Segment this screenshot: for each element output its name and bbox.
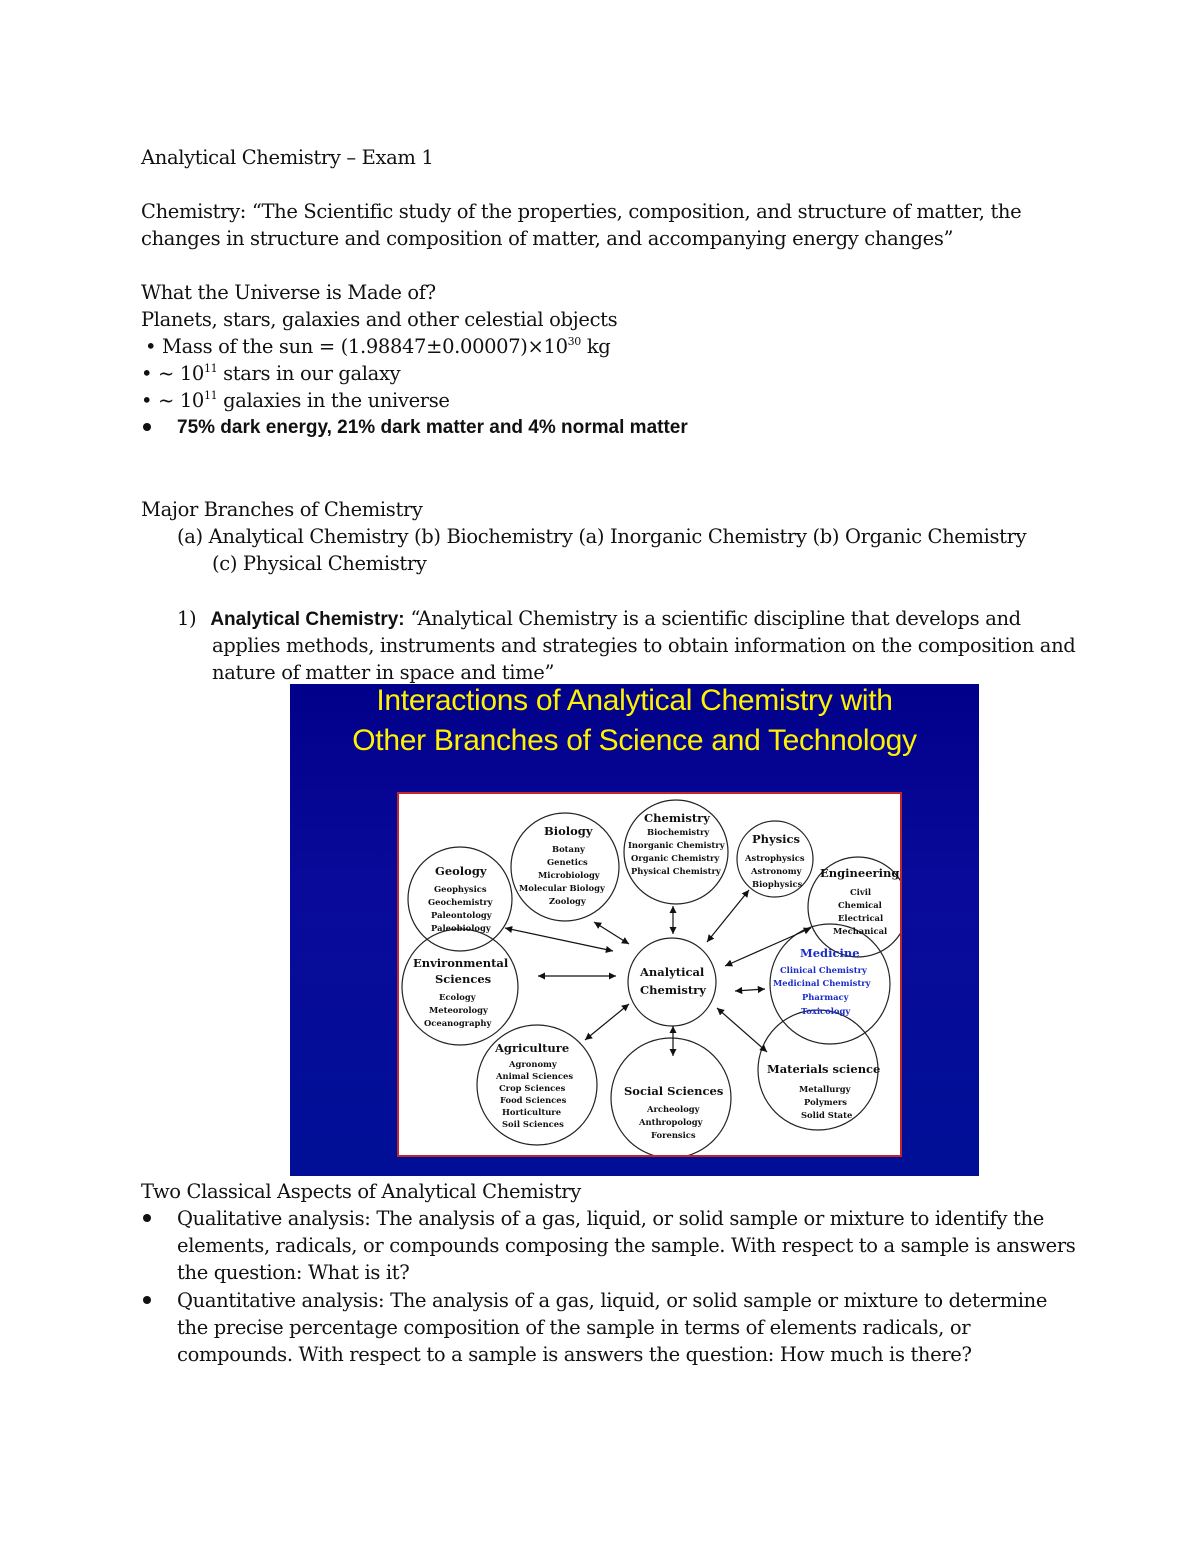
biology-item: Botany [552, 844, 585, 854]
environmental-item: Oceanography [424, 1018, 492, 1028]
agriculture-title: Agriculture [495, 1041, 570, 1055]
biology-item: Genetics [547, 857, 588, 867]
biology-item: Microbiology [538, 870, 600, 880]
biology-title: Biology [544, 824, 593, 838]
medicine-item: Toxicology [801, 1006, 851, 1016]
chemistry-definition-line-2: changes in structure and composition of matter, and accompanying energy changes” [141, 227, 954, 250]
materials-title: Materials science [767, 1062, 881, 1076]
quantitative-line-3: compounds. With respect to a sample is answers the question: How much is there? [177, 1343, 972, 1366]
physics-item: Astrophysics [745, 853, 805, 863]
qualitative-line-1: Qualitative analysis: The analysis of a gas, liquid, or solid sample or mixture to identify the [177, 1207, 1044, 1230]
geology-item: Geochemistry [428, 897, 493, 907]
bullet-glyph: • [141, 389, 153, 412]
quantitative-line-2: the precise percentage composition of the sample in terms of elements radicals, or [177, 1316, 971, 1339]
branches-line-2: (c) Physical Chemistry [212, 552, 427, 575]
branches-line-1: (a) Analytical Chemistry (b) Biochemistry (a) Inorganic Chemistry (b) Organic Chemistry [177, 525, 1027, 548]
geology-item: Paleobiology [431, 923, 491, 933]
social-item: Forensics [651, 1130, 696, 1140]
branches-heading: Major Branches of Chemistry [141, 498, 423, 521]
environmental-item: Meteorology [429, 1005, 488, 1015]
document-title: Analytical Chemistry – Exam 1 [141, 146, 434, 169]
aspects-heading: Two Classical Aspects of Analytical Chemistry [141, 1180, 581, 1203]
materials-item: Solid State [801, 1110, 853, 1120]
chemistry-item: Biochemistry [647, 827, 710, 837]
chemistry-item: Inorganic Chemistry [628, 840, 725, 850]
social-title: Social Sciences [624, 1084, 724, 1098]
medicine-item: Medicinal Chemistry [773, 978, 871, 988]
bullet-dot [143, 423, 151, 431]
engineering-item: Chemical [838, 900, 882, 910]
agriculture-item: Soil Sciences [502, 1119, 564, 1129]
bullet-glyph: • [145, 335, 157, 358]
geology-title: Geology [435, 864, 487, 878]
figure-title-line-2: Other Branches of Science and Technology [352, 724, 917, 757]
engineering-item: Electrical [838, 913, 884, 923]
engineering-title: Engineering [820, 866, 900, 880]
social-item: Anthropology [639, 1117, 703, 1127]
qualitative-line-2: elements, radicals, or compounds composing the sample. With respect to a sample is answers [177, 1234, 1076, 1257]
physics-item: Biophysics [752, 879, 803, 889]
environmental-title-1: Environmental [413, 956, 509, 970]
medicine-item: Pharmacy [802, 992, 849, 1002]
physics-item: Astronomy [751, 866, 802, 876]
engineering-item: Mechanical [833, 926, 888, 936]
analytical-definition-line-1: 1) Analytical Chemistry: “Analytical Chemistry is a scientific discipline that develops and [177, 607, 1021, 630]
figure-title-line-1: Interactions of Analytical Chemistry with [376, 684, 893, 717]
agriculture-item: Food Sciences [500, 1095, 567, 1105]
social-item: Archeology [647, 1104, 700, 1114]
biology-item: Molecular Biology [519, 883, 605, 893]
geology-item: Geophysics [434, 884, 487, 894]
agriculture-item: Agronomy [509, 1059, 557, 1069]
mass-of-sun-item: • Mass of the sun = $(1.98847\pm 0.00007)\times 10^{30}$ kg [145, 335, 611, 358]
agriculture-item: Crop Sciences [499, 1083, 566, 1093]
environmental-title-2: Sciences [435, 972, 492, 986]
biology-item: Zoology [549, 896, 586, 906]
bullet-dot [143, 1214, 151, 1222]
geology-item: Paleontology [431, 910, 492, 920]
chemistry-definition-line-1: Chemistry: “The Scientific study of the properties, composition, and structure of matter, the [141, 200, 1022, 223]
bullet-dot [143, 1296, 151, 1304]
list-number: 1) [177, 607, 197, 630]
chemistry-item: Organic Chemistry [631, 853, 720, 863]
agriculture-item: Horticulture [502, 1107, 562, 1117]
dark-energy-item: 75% dark energy, 21% dark matter and 4% normal matter [177, 417, 688, 438]
medicine-title: Medicine [800, 946, 860, 960]
engineering-item: Civil [850, 887, 872, 897]
environmental-item: Ecology [439, 992, 476, 1002]
medicine-item: Clinical Chemistry [780, 965, 867, 975]
center-circle [628, 938, 716, 1026]
interaction-diagram [397, 792, 902, 1157]
analytical-definition-line-2: applies methods, instruments and strategies to obtain information on the composition and [212, 634, 1076, 657]
agriculture-item: Animal Sciences [496, 1071, 574, 1081]
galaxies-item: • ~ $10^{11}$ galaxies in the universe [141, 389, 450, 412]
materials-item: Metallurgy [799, 1084, 851, 1094]
interactions-figure [290, 684, 979, 1176]
bullet-glyph: • [141, 362, 153, 385]
center-title-2: Chemistry [640, 983, 706, 997]
quantitative-line-1: Quantitative analysis: The analysis of a gas, liquid, or solid sample or mixture to determine [177, 1289, 1048, 1312]
materials-item: Polymers [804, 1097, 848, 1107]
chemistry-title: Chemistry [644, 811, 710, 825]
physics-title: Physics [752, 832, 801, 846]
center-title-1: Analytical [640, 965, 705, 979]
qualitative-line-3: the question: What is it? [177, 1261, 410, 1284]
analytical-label: Analytical Chemistry: [210, 609, 405, 630]
analytical-definition-line-3: nature of matter in space and time” [212, 661, 555, 684]
stars-item: • ~ $10^{11}$ stars in our galaxy [141, 362, 401, 385]
universe-subheading: Planets, stars, galaxies and other celestial objects [141, 308, 618, 331]
chemistry-item: Physical Chemistry [631, 866, 721, 876]
universe-heading: What the Universe is Made of? [141, 281, 436, 304]
diagram-svg [399, 794, 900, 1155]
